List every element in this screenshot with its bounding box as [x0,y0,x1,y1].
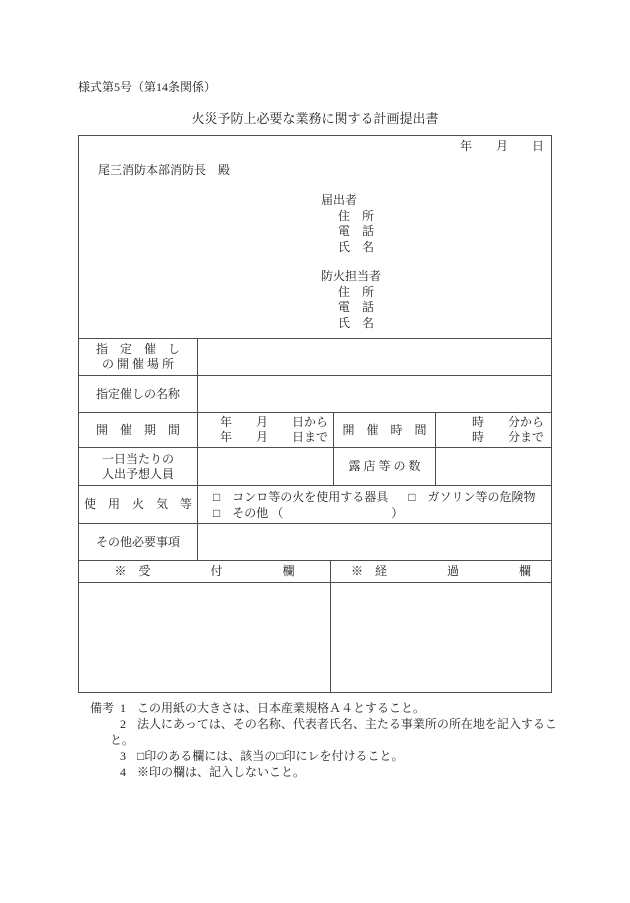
notes-label-spacer [90,764,120,780]
period-date-to: 年 月 日まで [219,430,328,444]
checkbox-option-other[interactable]: □ その他 （ ） [213,506,404,520]
fire-manager-address-field[interactable]: 住 所 [338,284,375,299]
attendance-label-line2: 人出予想人員 [101,466,174,481]
notes-label-spacer [90,748,120,764]
progress-column-header: ※ 経 過 欄 [350,564,531,578]
progress-box [331,583,551,692]
other-items-input-cell[interactable] [198,524,551,560]
note-number: 3 [120,749,126,763]
notifier-phone-field[interactable]: 電 話 [338,224,375,238]
notifier-block [321,193,374,255]
note-text: この用紙の大きさは、日本産業規格Ａ４とすること。 [137,701,426,715]
period-time-cell[interactable] [436,413,551,447]
fire-manager-label: 防火担当者 [321,269,382,283]
checkbox-option-gasoline[interactable]: □ ガソリン等の危険物 [408,490,536,504]
period-date-cell[interactable] [198,413,334,447]
attendance-label [79,448,198,485]
checkbox-option-stove[interactable]: □ コンロ等の火を使用する器具 [213,490,389,504]
fire-manager-name-field[interactable]: 氏 名 [338,315,375,330]
event-name-label: 指定催しの名称 [79,376,198,412]
reception-box [79,583,331,692]
note-number: 1 [120,701,126,715]
row-event-name [79,375,551,412]
period-time-to: 時 分まで [471,430,544,444]
form-code: 様式第5号（第14条関係） [78,80,217,94]
row-office-boxes [79,582,551,692]
attendance-input-cell[interactable] [198,448,334,485]
fire-use-label: 使 用 火 気 等 [79,486,198,523]
reception-column-header: ※ 受 付 欄 [79,561,331,582]
note-text: ※印の欄は、記入しないこと。 [137,765,306,779]
note-line-4 [90,764,560,780]
note-text-continuation: と。 [110,733,135,747]
note-line-1 [90,700,560,716]
date-field[interactable]: 年 月 日 [459,139,544,153]
notes-label: 備考 [90,701,115,715]
fire-manager-phone-field[interactable]: 電 話 [338,300,375,314]
notifier-label: 届出者 [321,193,358,207]
fire-use-options-cell [198,486,551,523]
row-office-headers [79,560,551,582]
note-line-2-wrap [90,732,560,748]
period-date-from: 年 月 日から [219,415,328,429]
note-text: 法人にあっては、その名称、代表者氏名、主たる事業所の所在地を記入するこ [137,717,557,731]
note-line-3 [90,748,560,764]
fire-manager-block [321,269,381,331]
notes-label-spacer [90,716,120,732]
event-name-input-cell[interactable] [198,376,551,412]
note-text: □印のある欄には、該当の□印にレを付けること。 [137,749,404,763]
addressee-label: 尾三消防本部消防長 殿 [98,163,231,177]
time-label: 開 催 時 間 [334,413,436,447]
row-fire-use [79,485,551,523]
row-venue [79,338,551,375]
venue-input-cell[interactable] [198,339,551,375]
form-header-section [79,136,551,338]
attendance-label-line1: 一日当たりの [101,451,174,466]
other-items-label: その他必要事項 [79,524,198,560]
notifier-address-field[interactable]: 住 所 [338,208,375,223]
note-number: 2 [120,717,126,731]
notes-block [90,700,560,780]
note-number: 4 [120,765,126,779]
note-line-2 [90,716,560,732]
venue-label-line2: の 開 催 場 所 [101,357,174,371]
stalls-label: 露 店 等 の 数 [334,448,436,485]
row-other-items [79,523,551,560]
period-label: 開 催 期 間 [79,413,198,447]
page-title: 火災予防上必要な業務に関する計画提出書 [191,111,439,126]
stalls-input-cell[interactable] [436,448,551,485]
venue-label-line1: 指 定 催 し [95,342,180,356]
row-period [79,412,551,447]
notifier-name-field[interactable]: 氏 名 [338,239,375,254]
venue-label [79,339,198,375]
period-time-from: 時 分から [471,415,544,429]
row-attendance [79,447,551,485]
form-table [78,135,552,693]
